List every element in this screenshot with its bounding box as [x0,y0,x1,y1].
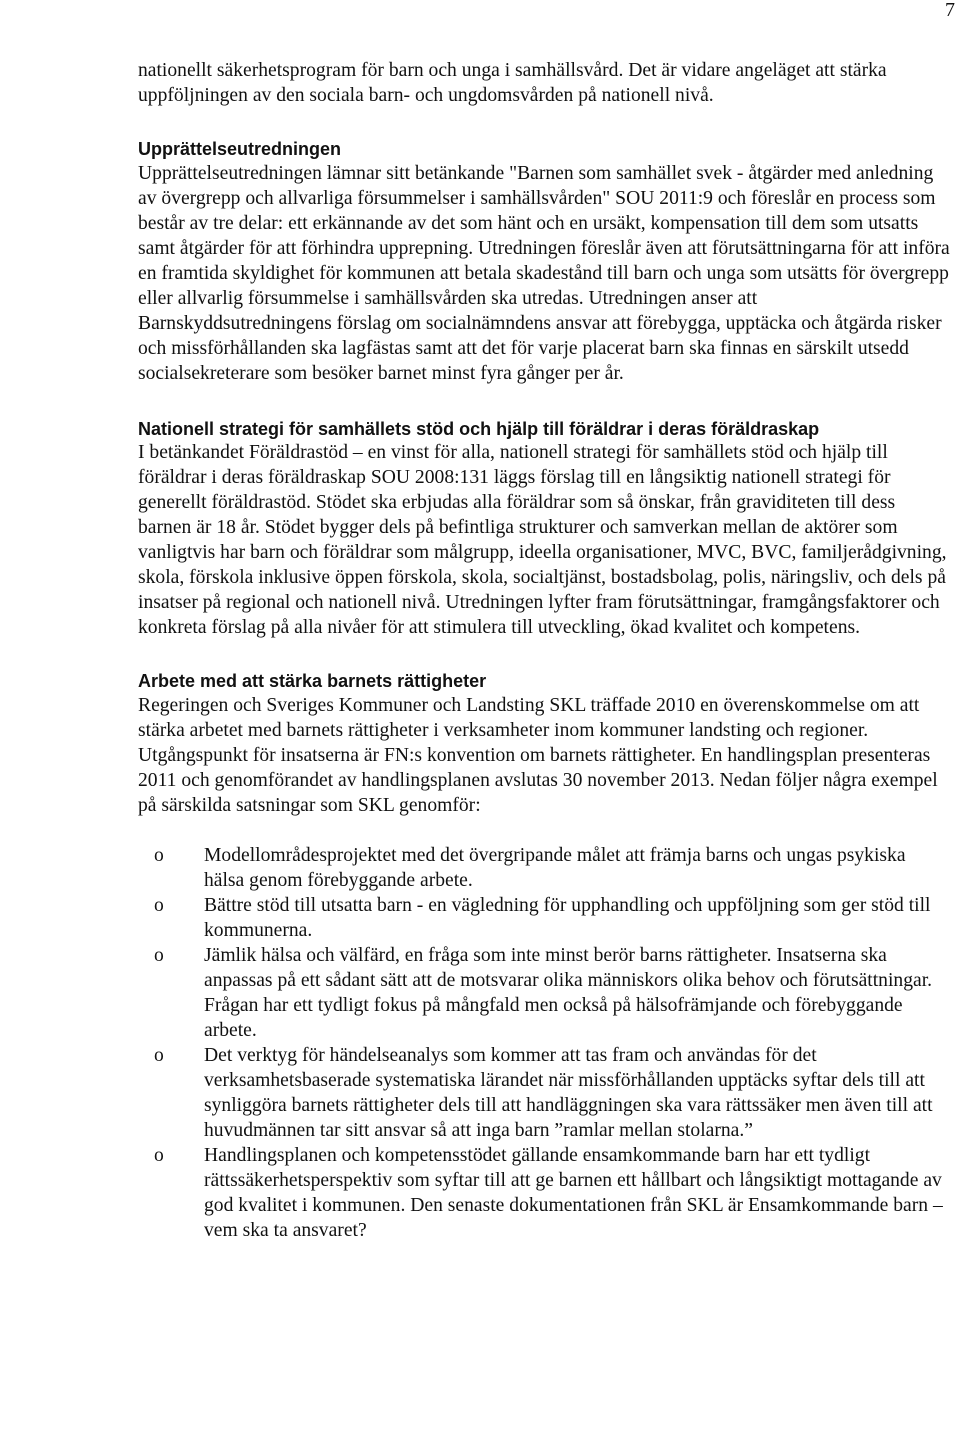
list-item [138,893,950,943]
list-item-text: Handlingsplanen och kompetensstödet gällande ensamkommande barn har ett tydligt rättssäkerhetsperspektiv som syftar till att ge barnen ett hållbart och långsiktigt mottagande av god kvalitet i kommunen. Den senaste dokumentationen från SKL är Ensamkommande barn – vem ska ta ansvaret? [204,1145,943,1241]
skl-initiatives-list [138,843,950,1243]
list-item-text: Modellområdesprojektet med det övergripande målet att främja barns och ungas psykiska hälsa genom förebyggande arbete. [204,845,906,891]
list-bullet: o [154,845,164,866]
list-bullet: o [154,1145,164,1166]
document-body [138,58,950,1243]
section-heading-upprattelseutredningen: Upprättelseutredningen [138,139,342,159]
list-item [138,1043,950,1143]
list-bullet: o [154,1045,164,1066]
page-number: 7 [945,0,955,21]
list-item [138,943,950,1043]
section-body-upprattelseutredningen: Upprättelseutredningen lämnar sitt betänkande "Barnen som samhället svek - åtgärder med anledning av övergrepp och allvarliga försummelser i samhällsvården" SOU 2011:9 och föreslår en process som består av tre delar: ett erkännande av det som hänt och en ursäkt, kompensation till dem som utsatts samt åtgärder för att förhindra upprepning. Utredningen föreslår även att förutsättningarna för att införa en framtida skyldighet för kommunen att betala skadestånd till barn och unga som utsätts för övergrepp eller allvarlig försummelse i samhällsvården ska utredas. Utredningen anser att Barnskyddsutredningens förslag om socialnämndens ansvar att förebygga, upptäcka och åtgärda risker och missförhållanden ska lagfästas samt att det för varje placerat barn ska finnas en särskilt utsedd socialsekreterare som besöker barnet minst fyra gånger per år. [138,163,950,384]
list-item [138,843,950,893]
list-item-text: Bättre stöd till utsatta barn - en vägledning för upphandling och uppföljning som ger stöd till kommunerna. [204,895,931,941]
section-body-barnets-rattigheter: Regeringen och Sveriges Kommuner och Landsting SKL träffade 2010 en överenskommelse om att stärka arbetet med barnets rättigheter i verksamheter inom kommuner landsting och regioner. Utgångspunkt för insatserna är FN:s konvention om barnets rättigheter. En handlingsplan presenteras 2011 och genomförandet av handlingsplanen avslutas 30 november 2013. Nedan följer några exempel på särskilda satsningar som SKL genomför: [138,695,938,816]
section-heading-nationell-strategi: Nationell strategi för samhällets stöd och hjälp till föräldrar i deras föräldraskap [138,419,820,439]
list-bullet: o [154,945,164,966]
section-heading-barnets-rattigheter: Arbete med att stärka barnets rättigheter [138,671,487,691]
list-item-text: Jämlik hälsa och välfärd, en fråga som inte minst berör barns rättigheter. Insatserna ska anpassas på ett sådant sätt att de motsvarar olika människors olika behov och förutsättningar. Frågan har ett tydligt fokus på mångfald men också på hälsofrämjande och förebyggande arbete. [204,945,933,1041]
list-bullet: o [154,895,164,916]
list-item [138,1143,950,1243]
list-item-text: Det verktyg för händelseanalys som kommer att tas fram och användas för det verksamhetsbaserade systematiska lärandet när missförhållanden upptäcks syftar dels till att synliggöra barnets rättigheter dels till att handläggningen ska vara rättssäker men även till att huvudmännen tar sitt ansvar så att inga barn ”ramlar mellan stolarna.” [204,1045,933,1141]
section-body-nationell-strategi: I betänkandet Föräldrastöd – en vinst för alla, nationell strategi för samhällets stöd och hjälp till föräldrar i deras föräldraskap SOU 2008:131 läggs förslag till en långsiktig nationell strategi för generellt föräldrastöd. Stödet ska erbjudas alla föräldrar som så önskar, från graviditeten till dess barnen är 18 år. Stödet bygger dels på befintliga strukturer och samverkan mellan de aktörer som vanligtvis har barn och föräldrar som målgrupp, ideella organisationer, MVC, BVC, familjerådgivning, skola, förskola inklusive öppen förskola, skola, socialtjänst, bostadsbolag, polis, näringsliv, och dels på insatser på regional och nationell nivå. Utredningen lyfter fram förutsättningar, framgångsfaktorer och konkreta förslag på alla nivåer för att stimulera till utveckling, ökad kvalitet och kompetens. [138,442,947,638]
intro-paragraph: nationellt säkerhetsprogram för barn och unga i samhällsvård. Det är vidare angeläget att stärka uppföljningen av den sociala barn- och ungdomsvården på nationell nivå. [138,60,887,106]
